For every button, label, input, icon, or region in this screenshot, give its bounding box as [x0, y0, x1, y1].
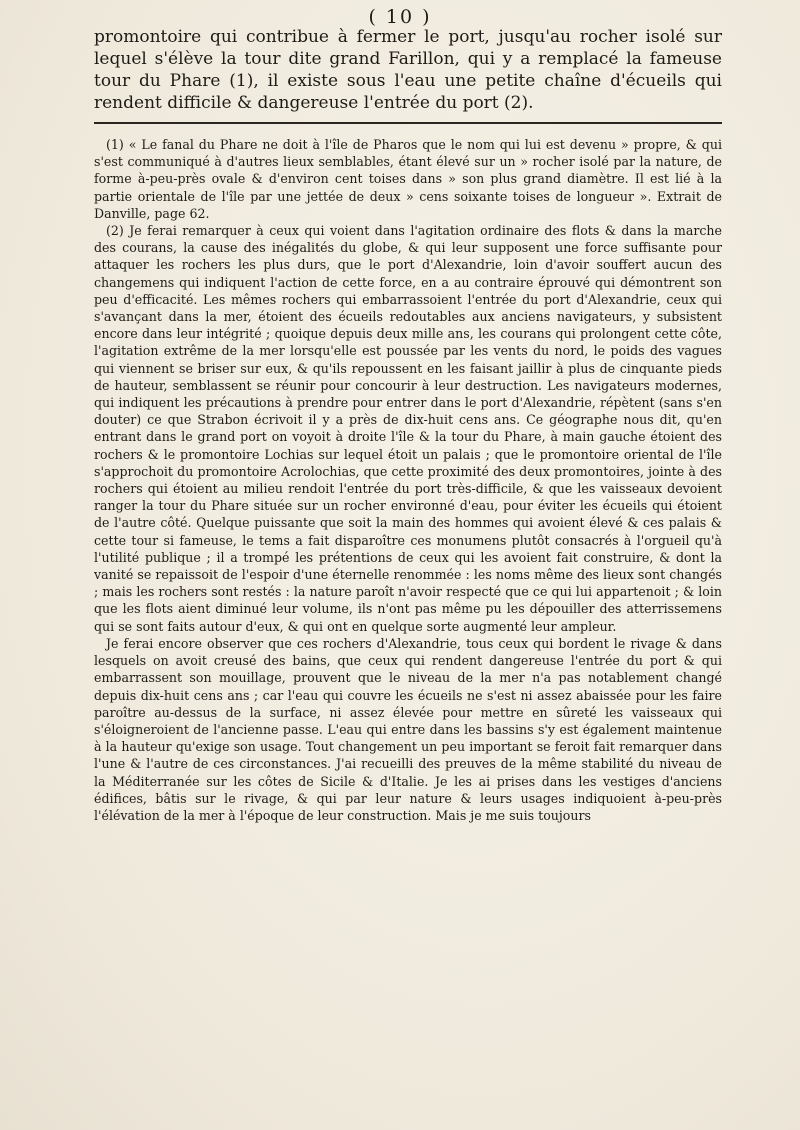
footnotes — [94, 136, 722, 824]
main-text — [94, 26, 722, 114]
footnote-separator — [94, 122, 722, 124]
page-number: ( 10 ) — [368, 6, 432, 28]
main-paragraph: promontoire qui contribue à fermer le port, jusqu'au rocher isolé sur lequel s'élève la tour dite grand Farillon, qui y a remplacé la fameuse tour du Phare (1), il existe sous l'eau une petite chaîne d'écueils qui rendent difficile & dangereuse l'entrée du port (2). — [94, 27, 722, 113]
footnote-2-continuation: Je ferai encore observer que ces rochers d'Alexandrie, tous ceux qui bordent le rivage & dans lesquels on avoit creusé des bains, que ceux qui rendent dangereuse l'entrée du port & qui embarrassent son mouillage, prouvent que le niveau de la mer n'a pas notablement changé depuis dix-huit cens ans ; car l'eau qui couvre les écueils ne s'est ni assez abaissée pour les faire paroître au-dessus de la surface, ni assez élevée pour mettre en sûreté les vaisseaux qui s'éloigneroient de l'ancienne passe. L'eau qui entre dans les bassins s'y est également maintenue à la hauteur qu'exige son usage. Tout changement un peu important se feroit fait remarquer dans l'une & l'autre de ces circonstances. J'ai recueilli des preuves de la même stabilité du niveau de la Méditerranée sur les côtes de Sicile & d'Italie. Je les ai prises dans les vestiges d'anciens édifices, bâtis sur le rivage, & qui par leur nature & leurs usages indiquoient à-peu-près l'élévation de la mer à l'époque de leur construction. Mais je me suis toujours — [94, 635, 722, 823]
footnote-1: (1) « Le fanal du Phare ne doit à l'île de Pharos que le nom qui lui est devenu » propre, & qui s'est communiqué à d'autres lieux semblables, étant élevé sur un » rocher isolé par la nature, de forme à-peu-près ovale & d'environ cent toises dans » son plus grand diamètre. Il est lié à la partie orientale de l'île par une jettée de deux » cens soixante toises de longueur ». Extrait de Danville, page 62. — [94, 137, 722, 221]
footnote-2: (2) Je ferai remarquer à ceux qui voient dans l'agitation ordinaire des flots & dans la marche des courans, la cause des inégalités du globe, & qui leur supposent une force suffisante pour attaquer les rochers les plus durs, que le port d'Alexandrie, loin d'avoir souffert aucun des changemens qui indiquent l'action de cette force, en a au contraire éprouvé qui démontrent son peu d'efficacité. Les mêmes rochers qui embarrassoient l'entrée du port d'Alexandrie, ceux qui s'avançant dans la mer, étoient des écueils redoutables aux anciens navigateurs, y subsistent encore dans leur intégrité ; quoique depuis deux mille ans, les courans qui prolongent cette côte, l'agitation extrême de la mer lorsqu'elle est poussée par les vents du nord, le poids des vagues qui viennent se briser sur eux, & qu'ils repoussent en les faisant jaillir à plus de cinquante pieds de hauteur, semblassent se réunir pour concourir à leur destruction. Les navigateurs modernes, qui indiquent les précautions à prendre pour entrer dans le port d'Alexandrie, répètent (sans s'en douter) ce que Strabon écrivoit il y a près de dix-huit cens ans. Ce géographe nous dit, qu'en entrant dans le grand port on voyoit à droite l'île & la tour du Phare, à main gauche étoient des rochers & le promontoire Lochias sur lequel étoit un palais ; que le promontoire oriental de l'île s'approchoit du promontoire Acrolochias, que cette proximité des deux promontoires, jointe à des rochers qui étoient au milieu rendoit l'entrée du port très-difficile, & que les vaisseaux devoient ranger la tour du Phare située sur un rocher environné d'eau, pour éviter les écueils qui étoient de l'autre côté. Quelque puissante que soit la main des hommes qui avoient élevé & ces palais & cette tour si fameuse, le tems a fait disparoître ces monumens plutôt consacrés à l'orgueil qu'à l'utilité publique ; il a trompé les prétentions de ceux qui les avoient fait construire, & dont la vanité se repaissoit de l'espoir d'une éternelle renommée : les noms même des lieux sont changés ; mais les rochers sont restés : la nature paroît n'avoir respecté que ce qui lui appartenoit ; & loin que les flots aient diminué leur volume, ils n'ont pas même pu les dépouiller des atterrissemens qui se sont faits autour d'eux, & qui ont en quelque sorte augmenté leur ampleur. — [94, 223, 722, 634]
